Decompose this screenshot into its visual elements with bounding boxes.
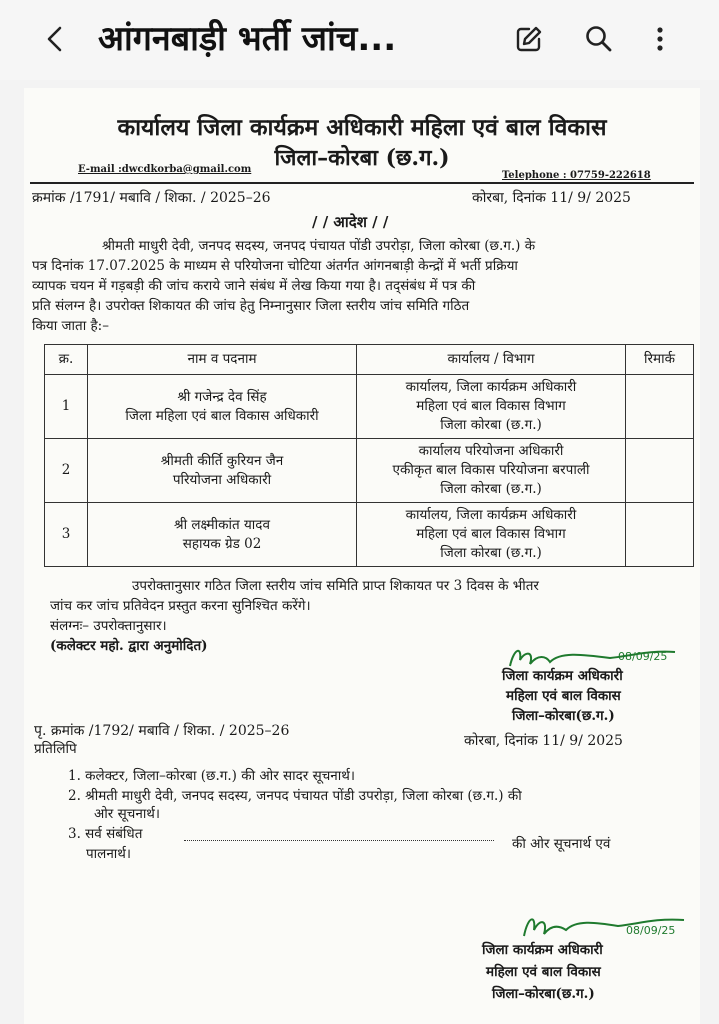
header-divider — [30, 182, 694, 184]
office-cell — [357, 503, 626, 567]
table-row — [45, 503, 694, 567]
member-name: श्रीमती कीर्ति कुरियन जैन — [160, 452, 284, 469]
member-cell — [88, 503, 357, 567]
para-line: श्रीमती माधुरी देवी, जनपद सदस्य, जनपद पंचायत पोंडी उपरोड़ा, जिला कोरबा (छ.ग.) के — [102, 238, 536, 254]
copy-date: कोरबा, दिनांक 11/ 9/ 2025 — [464, 733, 623, 749]
email-text: E-mail :dwcdkorba@gmail.com — [78, 164, 252, 175]
chevron-left-icon — [38, 22, 72, 56]
office-line: महिला एवं बाल विकास विभाग — [416, 398, 566, 414]
row-number: 2 — [45, 439, 88, 503]
member-designation: जिला महिला एवं बाल विकास अधिकारी — [125, 407, 319, 424]
copy-item-cont: पालनार्थ। — [86, 846, 132, 862]
table-row — [45, 439, 694, 503]
signatory-department: महिला एवं बाल विकास — [486, 964, 601, 980]
blank-fill-line — [184, 840, 494, 841]
office-line: एकीकृत बाल विकास परियोजना बरपाली — [392, 462, 590, 478]
col-header-no: क्र. — [45, 345, 88, 375]
order-date: कोरबा, दिनांक 11/ 9/ 2025 — [472, 190, 631, 206]
edit-button[interactable] — [512, 22, 546, 56]
instruction-line: जांच कर जांच प्रतिवेदन प्रस्तुत करना सुनिश्चित करेंगे। — [50, 598, 311, 614]
telephone-text: Telephone : 07759-222618 — [502, 170, 651, 181]
row-number: 3 — [45, 503, 88, 567]
member-cell — [88, 439, 357, 503]
member-designation: सहायक ग्रेड 02 — [182, 535, 262, 552]
member-name: श्री गजेन्द्र देव सिंह — [177, 388, 267, 405]
table-header-row — [45, 345, 694, 375]
signature-date: 08/09/25 — [626, 924, 676, 937]
signatory-district: जिला–कोरबा(छ.ग.) — [512, 708, 615, 724]
document-page[interactable] — [24, 88, 700, 1024]
office-line: जिला कोरबा (छ.ग.) — [440, 545, 542, 561]
signatory-district: जिला–कोरबा(छ.ग.) — [492, 986, 595, 1002]
office-line: जिला कोरबा (छ.ग.) — [440, 417, 542, 433]
instruction-line: उपरोक्तानुसार गठित जिला स्तरीय जांच समिति प्राप्त शिकायत पर 3 दिवस के भीतर — [132, 578, 539, 594]
member-name: श्री लक्ष्मीकांत यादव — [174, 516, 270, 533]
office-cell — [357, 439, 626, 503]
office-line: कार्यालय, जिला कार्यक्रम अधिकारी — [405, 507, 577, 523]
member-cell — [88, 375, 357, 439]
office-line: कार्यालय, जिला कार्यक्रम अधिकारी — [405, 379, 577, 395]
signatory-title: जिला कार्यक्रम अधिकारी — [502, 668, 623, 684]
more-vertical-icon — [643, 22, 677, 56]
reference-number: क्रमांक /1791/ मबावि / शिका. / 2025–26 — [32, 190, 271, 206]
table-row — [45, 375, 694, 439]
reference-number-copy: पृ. क्रमांक /1792/ मबावि / शिका. / 2025–26 — [34, 723, 290, 739]
col-header-remark: रिमार्क — [626, 345, 694, 375]
office-line: कार्यालय परियोजना अधिकारी — [418, 443, 564, 459]
approval-note: (कलेक्टर महो. द्वारा अनुमोदित) — [50, 638, 208, 654]
order-title: / / आदेश / / — [312, 213, 389, 231]
office-header: कार्यालय जिला कार्यक्रम अधिकारी महिला एवं बाल विकास — [117, 114, 607, 141]
copy-item: 1. कलेक्टर, जिला–कोरबा (छ.ग.) की ओर सादर सूचनार्थ। — [68, 768, 356, 784]
office-district: जिला–कोरबा (छ.ग.) — [274, 145, 450, 171]
app-bar — [0, 0, 719, 80]
signatory-title: जिला कार्यक्रम अधिकारी — [482, 942, 603, 958]
search-icon — [582, 22, 616, 56]
back-button[interactable] — [38, 22, 72, 56]
copy-item: 2. श्रीमती माधुरी देवी, जनपद सदस्य, जनपद पंचायत पोंडी उपरोड़ा, जिला कोरबा (छ.ग.) की — [68, 788, 522, 804]
para-line: व्यापक चयन में गड़बड़ी की जांच कराये जाने संबंध में लेख किया गया है। तद्संबंध में पत्र की — [32, 278, 476, 294]
signatory-department: महिला एवं बाल विकास — [506, 688, 621, 704]
remark-cell — [626, 503, 694, 567]
office-line: महिला एवं बाल विकास विभाग — [416, 526, 566, 542]
office-cell — [357, 375, 626, 439]
copy-item-tail: की ओर सूचनार्थ एवं — [512, 836, 611, 852]
copy-label: प्रतिलिपि — [34, 741, 77, 757]
copy-item-cont: ओर सूचनार्थ। — [94, 806, 161, 822]
edit-icon — [512, 22, 546, 56]
para-line: किया जाता है:– — [32, 318, 109, 334]
committee-table — [44, 344, 694, 567]
enclosure-line: संलग्नः– उपरोक्तानुसार। — [50, 618, 167, 634]
col-header-office: कार्यालय / विभाग — [357, 345, 626, 375]
copy-item: 3. सर्व संबंधित — [68, 826, 143, 842]
row-number: 1 — [45, 375, 88, 439]
col-header-name: नाम व पदनाम — [88, 345, 357, 375]
page-title: आंगनबाड़ी भर्ती जांच... — [98, 19, 397, 59]
para-line: पत्र दिनांक 17.07.2025 के माध्यम से परियोजना चोटिया अंतर्गत आंगनबाड़ी केन्द्रों में भर्ती प्रक्रिया — [32, 258, 518, 274]
remark-cell — [626, 439, 694, 503]
office-line: जिला कोरबा (छ.ग.) — [440, 481, 542, 497]
more-button[interactable] — [643, 22, 677, 56]
remark-cell — [626, 375, 694, 439]
para-line: प्रति संलग्न है। उपरोक्त शिकायत की जांच हेतु निम्नानुसार जिला स्तरीय जांच समिति गठित — [32, 298, 470, 314]
signature-date: 08/09/25 — [618, 650, 668, 663]
member-designation: परियोजना अधिकारी — [172, 471, 272, 488]
search-button[interactable] — [582, 22, 616, 56]
